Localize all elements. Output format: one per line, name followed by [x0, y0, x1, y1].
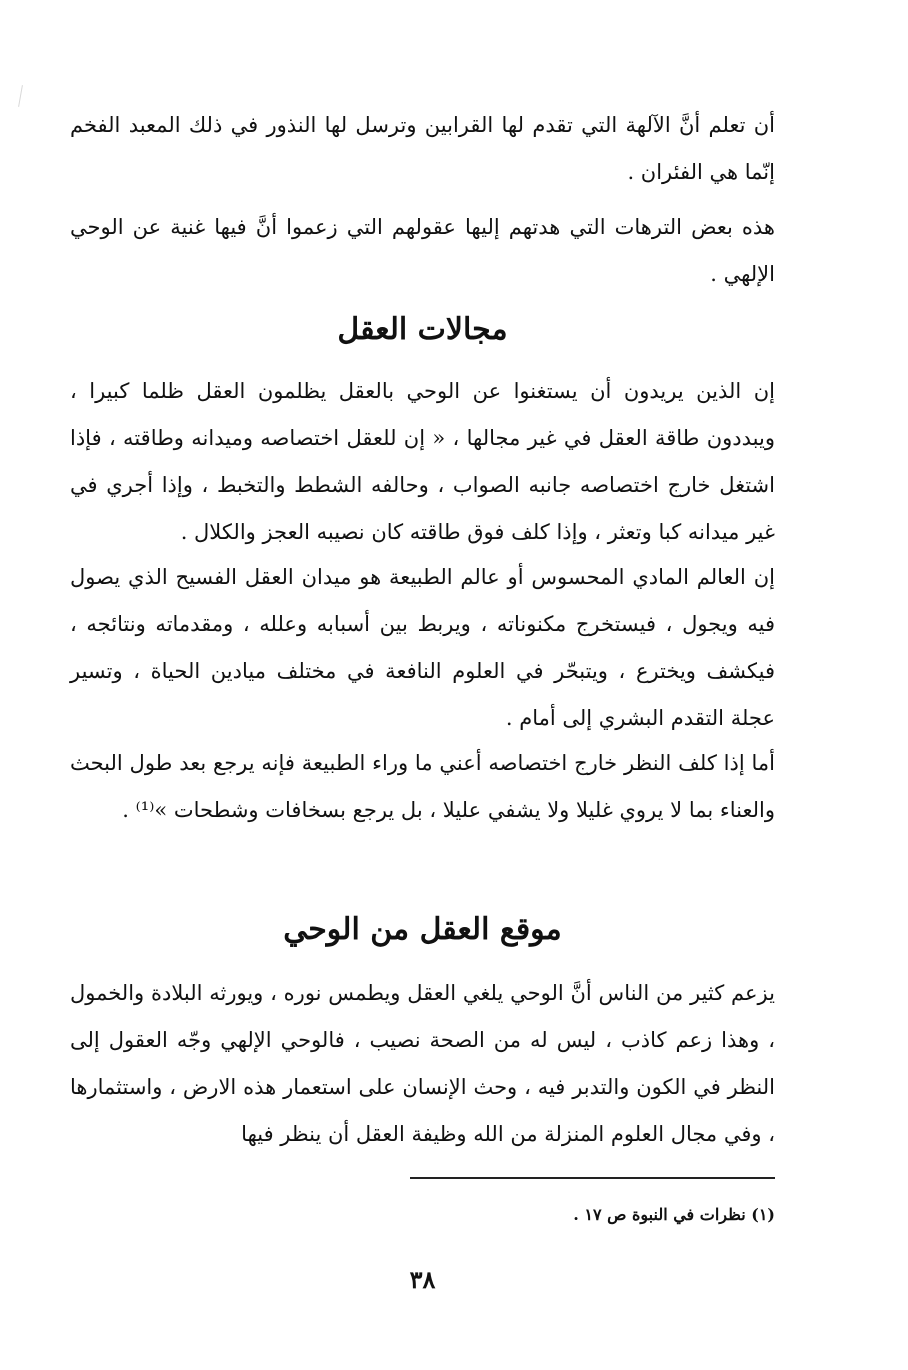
paragraph-6: يزعم كثير من الناس أنَّ الوحي يلغي العقل ويطمس نوره ، ويورثه البلادة والخمول ، وهذا زعم كاذب ، ليس له من الصحة نصيب ، فالوحي الإلهي وجّه العقول إلى النظر في الكون والتدبر فيه ، وحث الإنسان على استعمار هذه الارض ، واستثمارها ، وفي مجال العلوم المنزلة من الله وظيفة العقل أن ينظر فيها: [70, 981, 775, 1146]
section-heading-2: موقع العقل من الوحي: [283, 912, 562, 947]
footnote: (١) نظرات في النبوة ص ١٧ .: [573, 1205, 775, 1224]
paragraph-2: هذه بعض الترهات التي هدتهم إليها عقولهم التي زعموا أنَّ فيها غنية عن الوحي الإلهي .: [70, 215, 775, 286]
section-heading-1: مجالات العقل: [337, 312, 508, 347]
paragraph-4: إن العالم المادي المحسوس أو عالم الطبيعة هو ميدان العقل الفسيح الذي يصول فيه ويجول ، فيستخرج مكنوناته ، ويربط بين أسبابه وعلله ، ومقدماته ونتائجه ، فيكشف ويخترع ، ويتبحّر في العلوم النافعة في مختلف ميادين الحياة ، وتسير عجلة التقدم البشري إلى أمام .: [70, 565, 775, 730]
footnote-divider: [410, 1177, 775, 1179]
page-number: ٣٨: [409, 1265, 436, 1294]
paragraph-1: أن تعلم أنَّ الآلهة التي تقدم لها القرابين وترسل لها النذور في ذلك المعبد الفخم إنّما هي الفئران .: [70, 113, 775, 184]
scan-artifact: [18, 85, 23, 107]
paragraph-5: أما إذا كلف النظر خارج اختصاصه أعني ما وراء الطبيعة فإنه يرجع بعد طول البحث والعناء بما لا يروي غليلا ولا يشفي عليلا ، بل يرجع بسخافات وشطحات »⁽¹⁾ .: [70, 751, 775, 822]
paragraph-3: إن الذين يريدون أن يستغنوا عن الوحي بالعقل يظلمون العقل ظلما كبيرا ، ويبددون طاقة العقل في غير مجالها ، « إن للعقل اختصاصه وميدانه وطاقته ، فإذا اشتغل خارج اختصاصه جانبه الصواب ، وحالفه الشطط والتخبط ، وإذا أجري في غير ميدانه كبا وتعثر ، وإذا كلف فوق طاقته كان نصيبه العجز والكلال .: [70, 379, 775, 544]
